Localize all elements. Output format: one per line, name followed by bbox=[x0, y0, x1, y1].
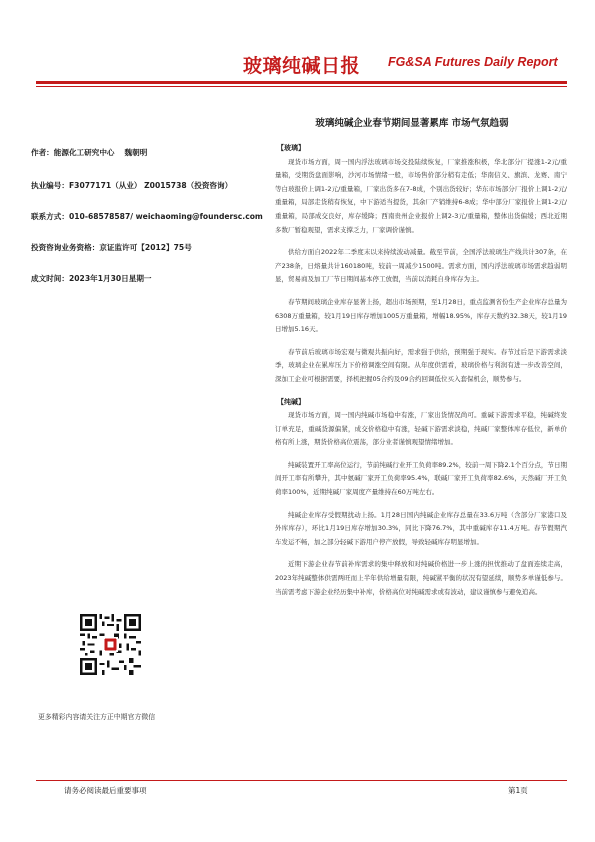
meta-date bbox=[31, 273, 152, 284]
meta-license-label: 执业编号： bbox=[31, 181, 69, 190]
section-heading-glass: 【玻璃】 bbox=[277, 144, 305, 152]
header-title-cn: 玻璃纯碱日报 bbox=[243, 55, 361, 77]
meta-author-label: 作者： bbox=[31, 148, 54, 157]
meta-license bbox=[31, 180, 232, 191]
meta-author-name: 魏朝明 bbox=[124, 148, 148, 157]
qr-code-icon bbox=[80, 614, 141, 675]
soda-paragraph: 纯碱装置开工率高位运行，节前纯碱行业开工负荷率89.2%，较前一周下降2.1个百分点，节日期间开工率有所攀升，其中氨碱厂家开工负荷率95.4%，联碱厂家开工负荷率82.6%，天然碱厂开工负荷率100%，近期纯碱厂家周度产量维持在60万吨左右。 bbox=[275, 460, 567, 497]
footer-disclaimer: 请务必阅读最后重要事项 bbox=[64, 786, 147, 795]
footer-divider bbox=[36, 780, 567, 781]
header-divider bbox=[36, 81, 567, 84]
soda-paragraph: 现货市场方面，周一国内纯碱市场稳中有涨，厂家出货情况尚可。重碱下游需求平稳，纯碱终发订单充足，重碱货源偏紧，成交价格稳中有涨，轻碱下游需求淡稳，纯碱厂家整体库存低位，新单价格有所上涨，期货价格高位震荡，部分业者谨慎观望情绪增加。 bbox=[275, 411, 567, 447]
section-heading-soda: 【纯碱】 bbox=[277, 397, 305, 406]
glass-paragraph: 现货市场方面，周一国内浮法玻璃市场交投陆续恢复，厂家推涨积极，华北部分厂提涨1-2元/重量箱，受期货盘面影响，沙河市场情绪一般，市场售价部分稍有走低；华南信义、旗滨、龙赛、南宁等白玻报价上调1-2元/重量箱，厂家出货多在7-8成，个别出货较好；华东市场部分厂报价上调1-2元/重量箱，局部走货稍有恢复，中下游适当提货，其余厂产销维持6-8成；华中部分厂家报价上调1-2元/重量箱，局部成交良好，库存缓降；西南贵州企业报价上调2-3元/重量箱，整体出货偏缓；西北近期多数厂暂稳观望，需求支撑乏力，厂家调价谨慎。 bbox=[275, 157, 567, 234]
meta-author-value: 能源化工研究中心 bbox=[53, 148, 115, 157]
report-body bbox=[275, 142, 567, 608]
meta-license-value: F3077171（从业） Z0015738（投资咨询） bbox=[68, 181, 233, 190]
meta-qualification-value: 京证监许可【2012】75号 bbox=[99, 243, 192, 252]
meta-contact bbox=[31, 211, 263, 222]
meta-qualification-label: 投资咨询业务资格： bbox=[31, 243, 100, 252]
meta-date-label: 成文时间： bbox=[31, 274, 69, 283]
glass-paragraph: 春节期间玻璃企业库存显著上扬，超出市场预期，至1月28日，重点监测省份生产企业库存总量为6308万重量箱，较1月19日库存增加1005万重量箱，增幅18.95%，库存天数约32.38天，较1月19日增加5.16天。 bbox=[275, 297, 567, 334]
meta-contact-value[interactable]: 010-68578587/ weichaoming@foundersc.com bbox=[68, 212, 263, 221]
report-title: 玻璃纯碱企业春节期间显著累库 市场气氛趋弱 bbox=[315, 118, 509, 129]
qr-caption: 更多精彩内容请关注方正中期官方微信 bbox=[38, 713, 156, 721]
meta-contact-label: 联系方式： bbox=[31, 212, 69, 221]
glass-paragraph: 供给方面自2022年二季度末以来持续波动减量。截至节前，全国浮法玻璃生产线共计307条，在产238条，日熔量共计160180吨，较前一周减少1500吨。需求方面，国内浮法玻璃市场需求趋弱明显，贸易商及加工厂节日期间基本停工放假，当前以消耗自身库存为主。 bbox=[275, 248, 567, 284]
page-number: 第1页 bbox=[508, 786, 528, 795]
soda-paragraph: 纯碱企业库存受假期扰动上扬。1月28日国内纯碱企业库存总量在33.6万吨（含部分厂家港口及外库库存），环比1月19日库存增加30.3%，同比下降76.7%，其中重碱库存11.4万吨。春节假期汽车发运不畅，加之部分轻碱下游用户停产放假，导致轻碱库存明显增加。 bbox=[275, 510, 567, 546]
meta-qualification bbox=[31, 242, 192, 253]
meta-date-value: 2023年1月30日星期一 bbox=[68, 274, 152, 283]
glass-paragraph: 春节前后玻璃市场宏观与微观共振向好，需求强于供给，预期强于现实。春节过后是下游需求淡季，玻璃企业在累库压力下价格调涨空间有限。从年度供需看，玻璃价格与利润有进一步改善空间，深加工企业可根据需要，择机把握05合约及09合约回调低位买入套保机会，顺势参与。 bbox=[275, 347, 567, 383]
header-divider-thin bbox=[36, 86, 567, 87]
soda-paragraph: 近期下游企业春节前补库需求的集中释放和对纯碱价格进一步上涨的担忧推动了盘面连续走高，2023年纯碱整体供需两旺而上半年供给增量有限，纯碱紧平衡的状况有望延续，顺势多单谨低参与。当前需考虑下游企业经历集中补库，价格高位对纯碱需求或有波动，建议谨慎参与避免追高。 bbox=[275, 560, 567, 596]
header-title-en: FG&SA Futures Daily Report bbox=[388, 55, 558, 69]
meta-author bbox=[31, 147, 147, 158]
